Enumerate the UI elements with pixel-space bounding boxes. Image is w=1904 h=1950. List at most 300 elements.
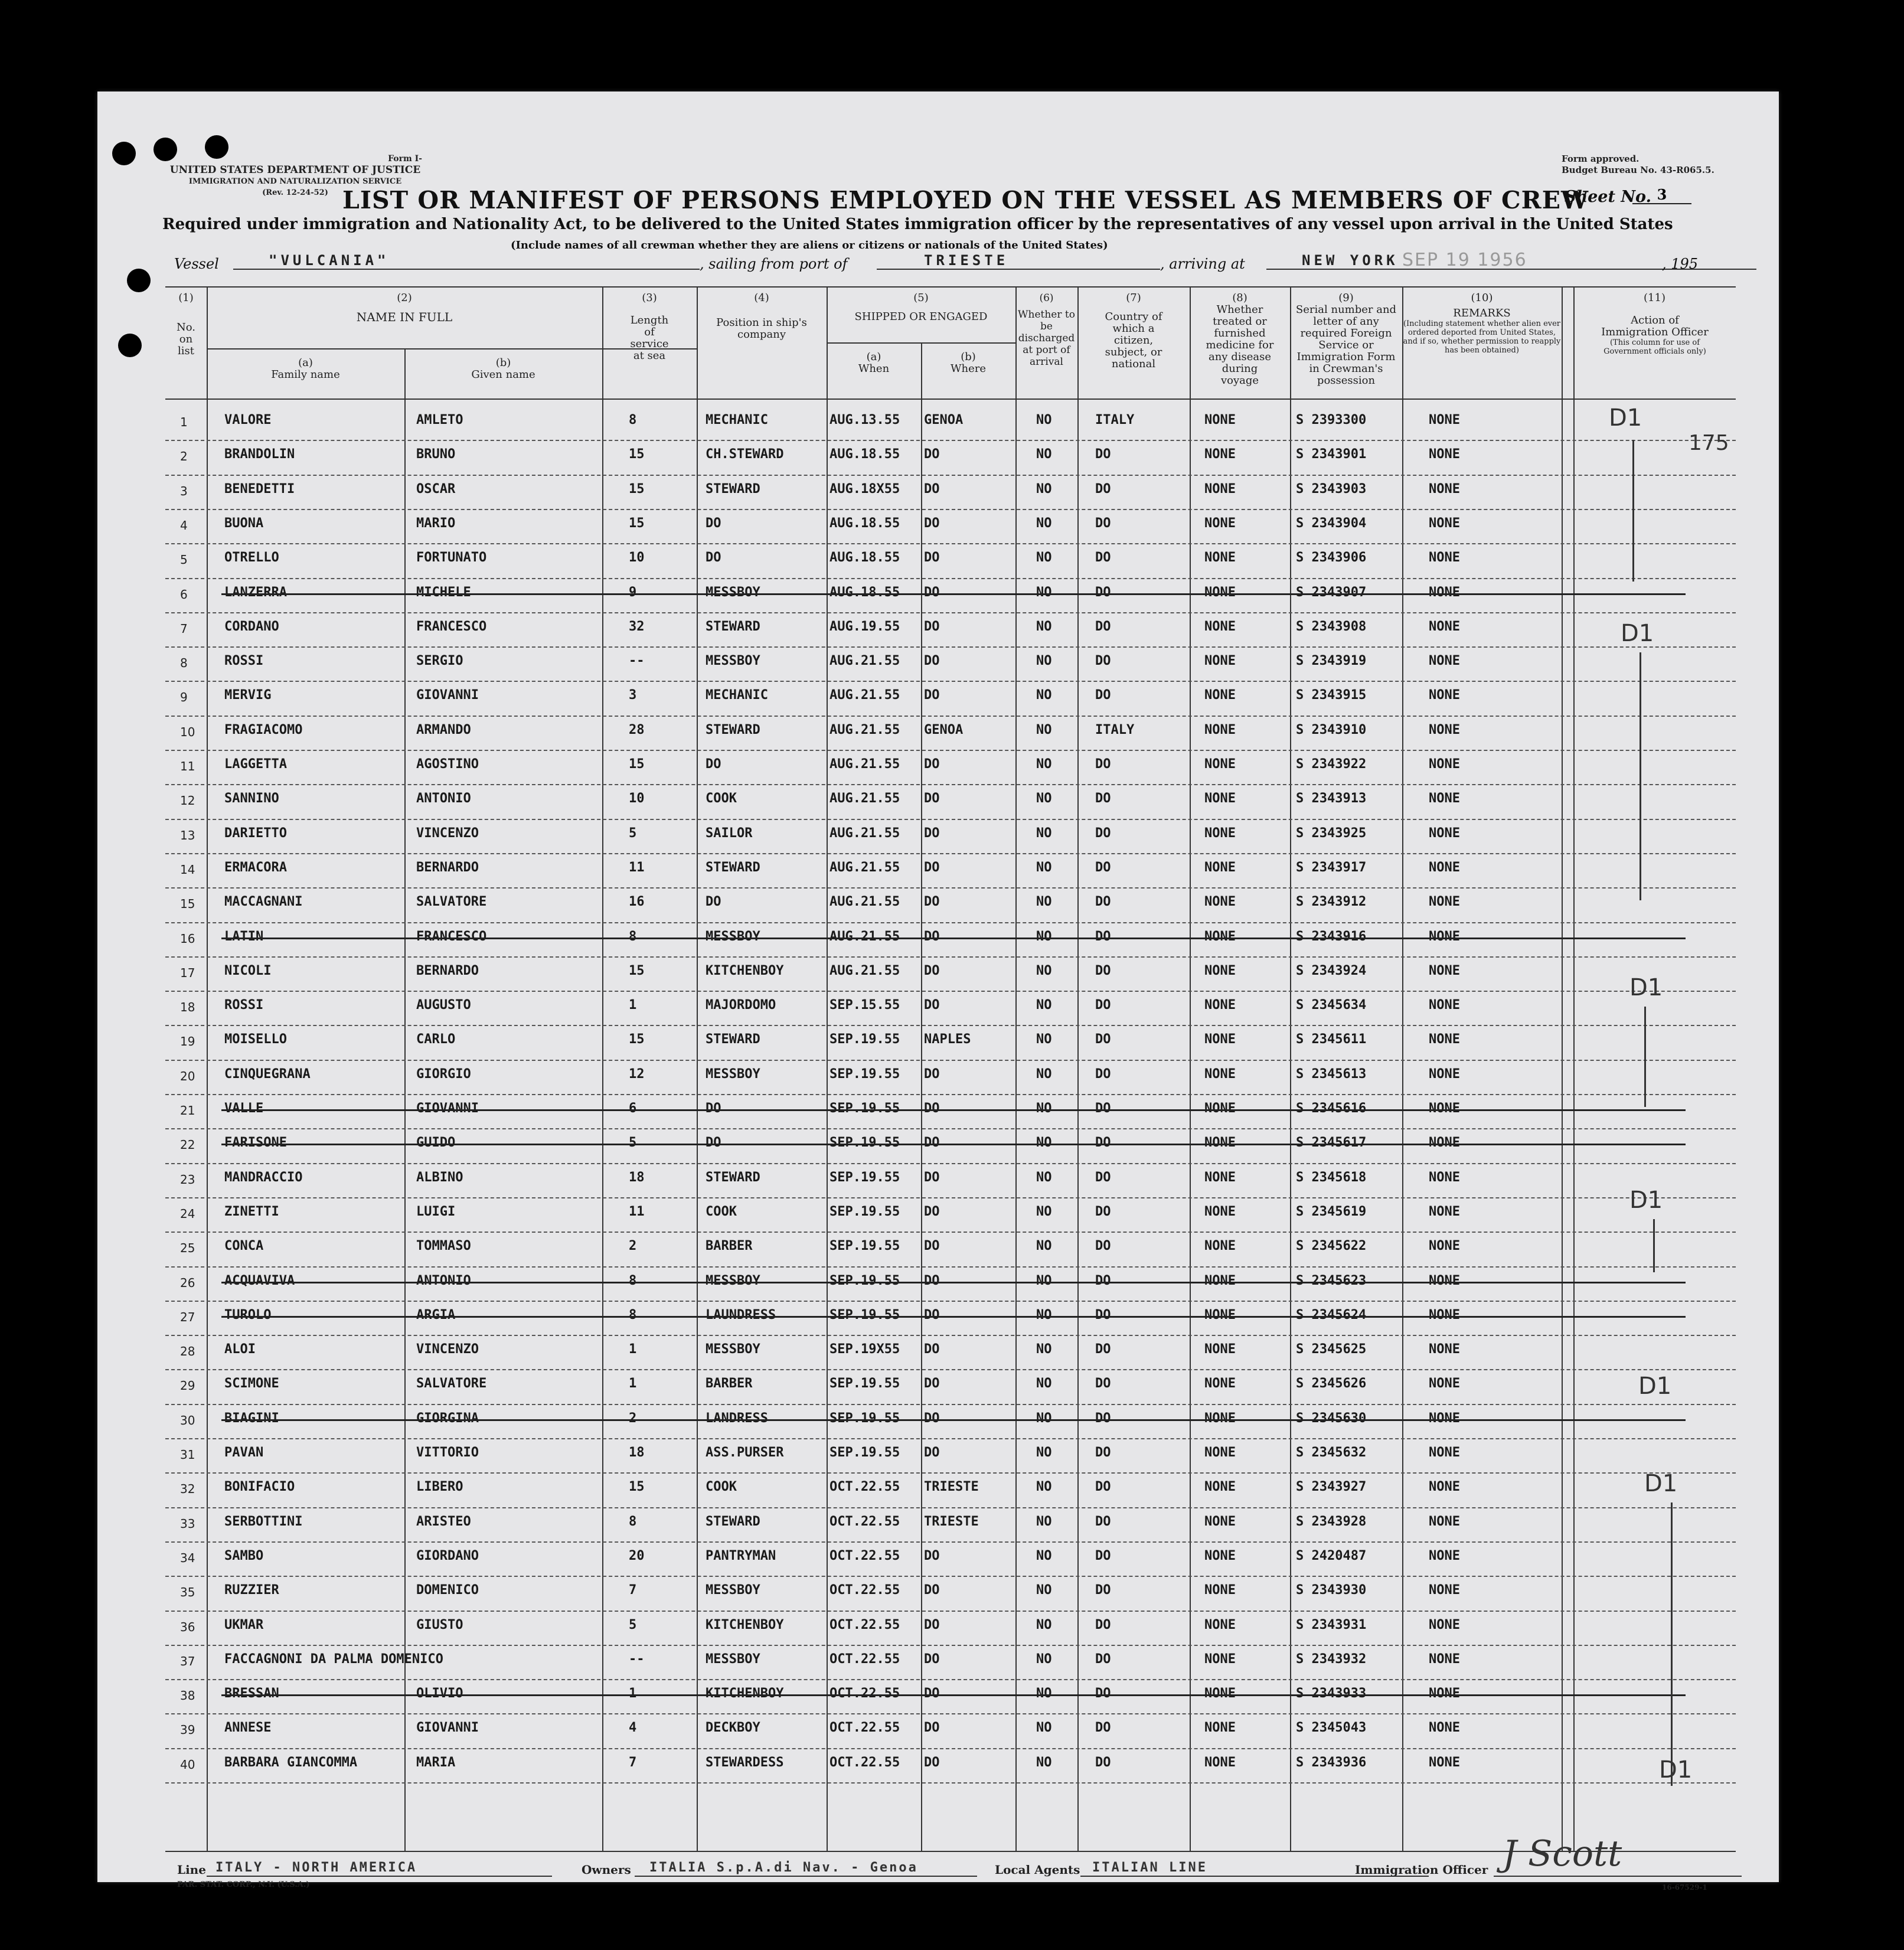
medical: NONE [1204,1583,1236,1598]
remarks: NONE [1429,1617,1460,1632]
col2a-header [207,357,404,381]
arrow-2 [1640,652,1641,900]
row-number: 13 [180,828,195,842]
service-length: 6 [629,1101,637,1116]
shipped-when: AUG.21.55 [829,894,900,910]
serial-number: S 2343927 [1296,1479,1367,1495]
arriving-port: NEW YORK [1302,252,1399,269]
given-name: AUGUSTO [416,998,471,1013]
medical: NONE [1204,688,1236,703]
service-length: 20 [629,1548,645,1563]
country: DO [1095,1514,1111,1529]
serial-number: S 2343922 [1296,757,1367,772]
discharged: NO [1036,1170,1052,1185]
row-number: 34 [180,1550,195,1565]
service-length: 32 [629,619,645,634]
approval-block [1562,153,1714,176]
given-name: GIORGIO [416,1066,471,1082]
medical: NONE [1204,1410,1236,1426]
country: DO [1095,1170,1111,1185]
medical: NONE [1204,1514,1236,1529]
shipped-where: DO [924,1755,940,1770]
position: ASS.PURSER [706,1445,784,1460]
row-rule [165,578,1736,579]
country: DO [1095,550,1111,566]
given-name: MARIO [416,515,456,531]
remarks: NONE [1429,1479,1460,1495]
medical: NONE [1204,550,1236,566]
shipped-where: DO [924,1548,940,1563]
service-length: 1 [629,998,637,1013]
handwritten-d1-7: D1 [1659,1756,1693,1784]
serial-number: S 2343933 [1296,1686,1367,1701]
service-length: 1 [629,1342,637,1357]
serial-number: S 2345622 [1296,1239,1367,1254]
service-length: 8 [629,929,637,944]
service-length: 1 [629,1686,637,1701]
row-number: 28 [180,1344,195,1359]
shipped-when: AUG.21.55 [829,722,900,737]
shipped-when: AUG.18.55 [829,515,900,531]
remarks: NONE [1429,1273,1460,1288]
family-name: LATIN [224,929,264,944]
shipped-when: SEP.19.55 [829,1170,900,1185]
col10-num: (10) [1471,292,1493,304]
shipped-where: DO [924,1342,940,1357]
col2-header [207,292,602,323]
sailing-label: , sailing from port of [700,256,848,272]
medical: NONE [1204,1342,1236,1357]
country: DO [1095,481,1111,497]
officer-underline [1494,1876,1742,1877]
given-name: SALVATORE [416,894,487,910]
col11-header [1573,292,1736,356]
printer-mark: PAR. STAT. CORP., N.Y. (U.S.A.) [177,1880,310,1889]
given-name: MICHELE [416,584,471,600]
shipped-where: DO [924,1204,940,1219]
serial-number: S 2420487 [1296,1548,1367,1563]
given-name: VITTORIO [416,1445,479,1460]
col-rule-5a [921,342,922,1851]
shipped-where: GENOA [924,722,964,737]
country: DO [1095,1342,1111,1357]
country: DO [1095,515,1111,531]
remarks: NONE [1429,1204,1460,1219]
position: MECHANIC [706,688,768,703]
row-number: 33 [180,1516,195,1531]
row-rule [165,716,1736,717]
remarks: NONE [1429,894,1460,910]
family-name: SERBOTTINI [224,1514,303,1529]
shipped-when: AUG.18X55 [829,481,900,497]
family-name: ANNESE [224,1720,272,1736]
service-length: -- [629,1651,645,1667]
col8-header [1190,292,1290,387]
row-rule [165,612,1736,613]
position: STEWARD [706,1170,760,1185]
discharged: NO [1036,1204,1052,1219]
discharged: NO [1036,998,1052,1013]
shipped-when: SEP.19.55 [829,1273,900,1288]
position: STEWARD [706,1032,760,1047]
remarks: NONE [1429,1376,1460,1392]
row-number: 35 [180,1585,195,1600]
row-number: 17 [180,965,195,980]
remarks: NONE [1429,1548,1460,1563]
remarks: NONE [1429,1066,1460,1082]
service-length: 5 [629,825,637,841]
strikethrough-line [221,1282,1686,1283]
row-number: 3 [180,484,188,498]
col2a-label: Family name [271,368,340,381]
col8-label: Whether treated or furnished medicine for any disease during voyage [1206,303,1274,387]
col10-note: (Including statement whether alien ever ordered deported from United States, and if so, whether permission to reapply has been obtained) [1403,319,1561,355]
country: DO [1095,654,1111,669]
row-number: 16 [180,931,195,946]
agency-sub: IMMIGRATION AND NATURALIZATION SERVICE [188,177,402,186]
shipped-where: DO [924,757,940,772]
country: DO [1095,929,1111,944]
serial-number: S 2343915 [1296,688,1367,703]
col2a-num: (a) [298,357,313,369]
serial-number: S 2343912 [1296,894,1367,910]
country: ITALY [1095,413,1135,427]
medical: NONE [1204,1720,1236,1736]
table-header-rule [165,399,1736,400]
col5-label: SHIPPED OR ENGAGED [854,311,988,323]
remarks: NONE [1429,1445,1460,1460]
serial-number: S 2345623 [1296,1273,1367,1288]
discharged: NO [1036,1651,1052,1667]
serial-number: S 2345634 [1296,998,1367,1013]
discharged: NO [1036,654,1052,669]
country: DO [1095,1617,1111,1632]
shipped-when: OCT.22.55 [829,1617,900,1632]
shipped-where: TRIESTE [924,1479,979,1495]
col9-num: (9) [1338,292,1354,304]
serial-number: S 2343936 [1296,1755,1367,1770]
shipped-where: DO [924,1239,940,1254]
country: DO [1095,1686,1111,1701]
position: LAUNDRESS [706,1307,776,1322]
discharged: NO [1036,1066,1052,1082]
form-approved: Form approved. [1562,153,1640,164]
service-length: -- [629,654,645,669]
family-name: ALOI [224,1342,256,1357]
row-number: 38 [180,1688,195,1703]
service-length: 18 [629,1170,645,1185]
remarks: NONE [1429,1583,1460,1598]
remarks: NONE [1429,825,1460,841]
family-name: UKMAR [224,1617,264,1632]
shipped-when: AUG.21.55 [829,654,900,669]
country: DO [1095,1410,1111,1426]
country: DO [1095,447,1111,462]
col-rule-10b [1573,286,1575,1851]
row-number: 36 [180,1619,195,1634]
serial-number: S 2345625 [1296,1342,1367,1357]
medical: NONE [1204,413,1236,427]
family-name: SCIMONE [224,1376,279,1392]
position: LANDRESS [706,1410,768,1426]
serial-number: S 2343925 [1296,825,1367,841]
remarks: NONE [1429,722,1460,737]
vessel-name: "VULCANIA" [269,252,390,269]
position: DO [706,1135,721,1151]
serial-number: S 2343906 [1296,550,1367,566]
medical: NONE [1204,1651,1236,1667]
shipped-when: SEP.19.55 [829,1307,900,1322]
strikethrough-line [221,1316,1686,1318]
remarks: NONE [1429,619,1460,634]
service-length: 15 [629,515,645,531]
medical: NONE [1204,1239,1236,1254]
discharged: NO [1036,1273,1052,1288]
given-name: FRANCESCO [416,929,487,944]
row-rule [165,819,1736,820]
col-rule-7 [1190,286,1191,1851]
given-name: BERNARDO [416,860,479,875]
row-number: 24 [180,1206,195,1221]
shipped-when: OCT.22.55 [829,1583,900,1598]
shipped-where: DO [924,963,940,978]
row-rule [165,1679,1736,1680]
given-name: ARISTEO [416,1514,471,1529]
row-rule [165,887,1736,889]
serial-number: S 2343913 [1296,791,1367,806]
family-name: ROSSI [224,998,264,1013]
shipped-where: DO [924,688,940,703]
remarks: NONE [1429,1651,1460,1667]
handwritten-d1-1: D1 [1609,404,1642,432]
row-rule [165,1025,1736,1026]
row-number: 14 [180,862,195,877]
shipped-where: DO [924,447,940,462]
position: STEWARD [706,481,760,497]
serial-number: S 2393300 [1296,413,1367,427]
medical: NONE [1204,1686,1236,1701]
discharged: NO [1036,1548,1052,1563]
serial-number: S 2345616 [1296,1101,1367,1116]
row-number: 30 [180,1413,195,1428]
col9-label: Serial number and letter of any required Foreign Service or Immigration Form in Crewman's possession [1295,303,1397,387]
medical: NONE [1204,1101,1236,1116]
row-number: 8 [180,656,188,671]
year-label: , 195 [1662,256,1699,272]
medical: NONE [1204,515,1236,531]
shipped-when: AUG.19.55 [829,619,900,634]
form-subtitle: Required under immigration and Nationality Act, to be delivered to the United States immigration officer by the representatives of any vessel upon arrival in the United States [162,215,1673,233]
line-value: ITALY - NORTH AMERICA [215,1860,417,1875]
position: MESSBOY [706,929,760,944]
given-name: ARGIA [416,1307,456,1322]
medical: NONE [1204,1135,1236,1151]
country: DO [1095,1548,1111,1563]
col5b-label: Where [950,362,986,375]
col6-label: Whether to be discharged at port of arrival [1018,309,1075,368]
col2b-header [404,357,602,381]
row-rule [165,853,1736,854]
discharged: NO [1036,1410,1052,1426]
owners-underline [635,1876,977,1877]
given-name: ARMANDO [416,722,471,737]
row-number: 19 [180,1034,195,1049]
medical: NONE [1204,1548,1236,1563]
strikethrough-line [221,593,1686,595]
service-length: 2 [629,1239,637,1254]
family-name: VALLE [224,1101,264,1116]
shipped-when: AUG.21.55 [829,825,900,841]
row-number: 2 [180,449,188,464]
serial-number: S 2343924 [1296,963,1367,978]
family-name: BRANDOLIN [224,447,295,462]
service-length: 15 [629,447,645,462]
position: PANTRYMAN [706,1548,776,1563]
row-rule [165,750,1736,751]
position: DO [706,550,721,566]
col-rule-6 [1077,286,1079,1851]
remarks: NONE [1429,481,1460,497]
remarks: NONE [1429,654,1460,669]
position: COOK [706,1204,737,1219]
family-name: MOISELLO [224,1032,287,1047]
family-name: ERMACORA [224,860,287,875]
medical: NONE [1204,584,1236,600]
remarks: NONE [1429,998,1460,1013]
shipped-where: DO [924,894,940,910]
remarks: NONE [1429,1410,1460,1426]
arrow-4 [1653,1219,1655,1272]
row-number: 7 [180,621,188,636]
row-number: 18 [180,1000,195,1015]
row-number: 29 [180,1379,195,1393]
service-length: 11 [629,860,645,875]
row-rule [165,646,1736,648]
col-rule-2a [404,348,406,1851]
service-length: 8 [629,413,637,427]
country: DO [1095,1204,1111,1219]
service-length: 4 [629,1720,637,1736]
col6-num: (6) [1039,292,1054,304]
discharged: NO [1036,1720,1052,1736]
given-name: FORTUNATO [416,550,487,566]
row-number: 22 [180,1138,195,1152]
service-length: 15 [629,1479,645,1495]
row-number: 25 [180,1241,195,1256]
medical: NONE [1204,1617,1236,1632]
country: DO [1095,894,1111,910]
form-subtitle-note: (Include names of all crewman whether they are aliens or citizens or nationals of the United States) [511,239,1108,251]
serial-number: S 2345619 [1296,1204,1367,1219]
position: STEWARD [706,619,760,634]
medical: NONE [1204,1170,1236,1185]
col4-label: Position in ship's company [716,316,807,341]
remarks: NONE [1429,1720,1460,1736]
medical: NONE [1204,825,1236,841]
shipped-when: SEP.19.55 [829,1101,900,1116]
medical: NONE [1204,1445,1236,1460]
medical: NONE [1204,1376,1236,1392]
given-name: ALBINO [416,1170,463,1185]
col-rule-3 [697,286,698,1851]
strikethrough-line [221,1109,1686,1111]
discharged: NO [1036,1445,1052,1460]
given-name: ANTONIO [416,1273,471,1288]
serial-number: S 2345630 [1296,1410,1367,1426]
row-rule [165,1163,1736,1164]
row-rule [165,956,1736,958]
row-number: 37 [180,1654,195,1668]
serial-number: S 2343932 [1296,1651,1367,1667]
shipped-where: DO [924,1135,940,1151]
shipped-where: DO [924,1101,940,1116]
remarks: NONE [1429,1514,1460,1529]
service-length: 15 [629,963,645,978]
family-name: BIAGINI [224,1410,279,1426]
given-name: GIUSTO [416,1617,463,1632]
row-rule [165,1404,1736,1405]
row-rule [165,1645,1736,1646]
col5a-num: (a) [866,351,881,363]
country: DO [1095,791,1111,806]
row-number: 27 [180,1309,195,1324]
row-rule [165,922,1736,923]
row-rule [165,1438,1736,1439]
row-rule [165,1197,1736,1198]
discharged: NO [1036,1479,1052,1495]
table-bottom-rule [165,1851,1736,1852]
col-rule-10 [1562,286,1563,1851]
col4-num: (4) [754,292,769,304]
row-number: 20 [180,1069,195,1083]
service-length: 9 [629,584,637,600]
col5-header [827,292,1015,323]
sheet-number: 3 [1632,186,1691,204]
family-name: BENEDETTI [224,481,295,497]
shipped-when: OCT.22.55 [829,1514,900,1529]
col10-label: REMARKS [1453,307,1511,319]
row-number: 15 [180,897,195,912]
service-length: 3 [629,688,637,703]
position: DO [706,894,721,910]
row-number: 1 [180,415,188,429]
shipped-when: AUG.13.55 [829,413,900,427]
serial-number: S 2343908 [1296,619,1367,634]
col5a-label: When [858,362,890,375]
service-length: 11 [629,1204,645,1219]
position: MESSBOY [706,1342,760,1357]
row-number: 39 [180,1723,195,1737]
serial-number: S 2343910 [1296,722,1367,737]
medical: NONE [1204,998,1236,1013]
row-rule [165,1713,1736,1714]
table-top-rule [165,286,1736,288]
port-underline [877,269,1160,270]
family-name: ZINETTI [224,1204,279,1219]
position: BARBER [706,1239,753,1254]
service-length: 7 [629,1755,637,1770]
row-rule [165,475,1736,476]
strikethrough-line [221,938,1686,939]
shipped-where: DO [924,1273,940,1288]
form-title: LIST OR MANIFEST OF PERSONS EMPLOYED ON THE VESSEL AS MEMBERS OF CREW [342,186,1589,214]
shipped-when: SEP.19.55 [829,1066,900,1082]
col6-header [1015,292,1077,368]
medical: NONE [1204,1273,1236,1288]
given-name: CARLO [416,1032,456,1047]
remarks: NONE [1429,1239,1460,1254]
row-number: 11 [180,759,195,773]
